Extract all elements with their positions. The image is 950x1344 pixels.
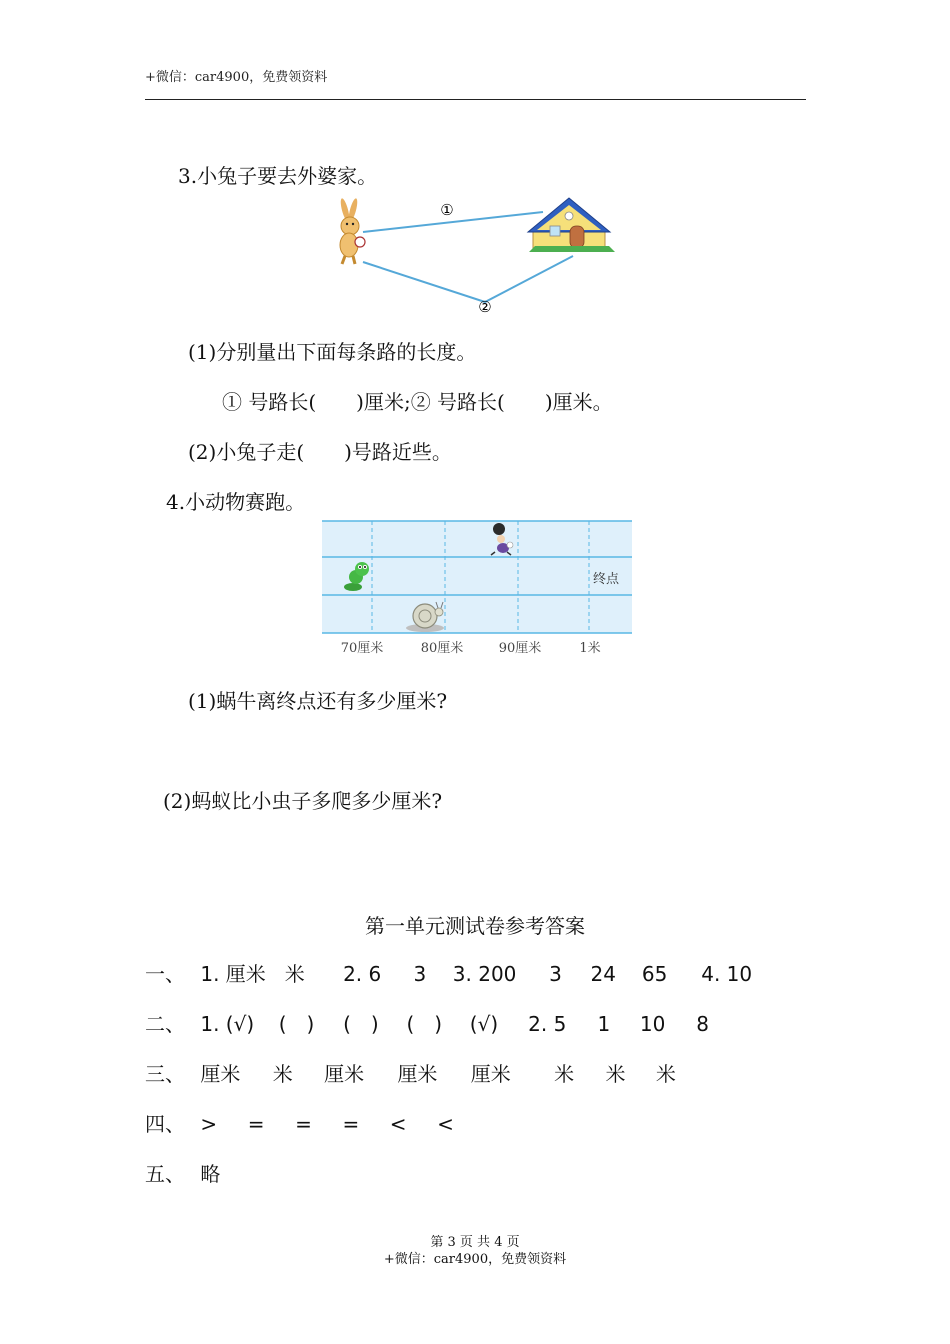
axis-label-1m: 1米 [579,641,601,656]
answers-title: 第一单元测试卷参考答案 [365,914,585,938]
q4-race-figure [315,515,640,665]
answer-row-label: 一、 [145,962,185,986]
route-1-label: ① [440,201,454,219]
footer-page-number: 第 3 页 共 4 页 [430,1235,520,1250]
answer-item: 2. 5 [528,1012,567,1036]
finish-label: 终点 [593,572,620,587]
answer-item: = [342,1112,360,1136]
answer-item: 米 [554,1062,575,1086]
answer-row-4 [145,1108,454,1137]
answer-item: = [295,1112,312,1136]
q3-route-figure [325,190,625,320]
q4-title: 4.小动物赛跑。 [166,490,306,514]
answer-item: < [437,1112,454,1136]
rabbit-icon [339,198,365,264]
answer-item: 米 [605,1062,626,1086]
answer-item: ( ) [278,1012,315,1036]
answer-row-5 [145,1158,220,1187]
answer-item: = [247,1112,265,1136]
race-track-bg [322,521,632,633]
answer-item: 略 [200,1162,221,1186]
answer-item: 1 [597,1012,611,1036]
answer-item: 10 [639,1012,666,1036]
answer-row-label: 三、 [145,1062,185,1086]
q3-sub2: (2)小兔子走( )号路近些。 [188,440,452,464]
answer-item: 米 [655,1062,676,1086]
answer-item: (√) [469,1012,499,1036]
answer-row-2 [145,1008,709,1037]
answer-item: 4. 10 [701,962,753,986]
header-rule [145,99,806,100]
answer-item: 米 [284,962,305,986]
axis-label-80: 80厘米 [420,641,464,656]
answer-item: 3 [549,962,562,986]
answer-item: 1. (√) [200,1012,255,1036]
answer-item: 厘米 [397,1062,438,1086]
q3-sub1-blanks: ① 号路长( )厘米;② 号路长( )厘米。 [222,390,613,414]
axis-label-90: 90厘米 [498,641,542,656]
answer-item: 3 [413,962,427,986]
answer-item: ( ) [343,1012,379,1036]
answer-item: > [200,1112,218,1136]
answer-item: 厘米 [470,1062,511,1086]
route-2-label: ② [478,298,492,316]
answer-row-3 [145,1058,676,1087]
answer-item: ( ) [406,1012,443,1036]
answer-row-label: 四、 [145,1112,185,1136]
answer-item: 厘米 [324,1062,365,1086]
answer-row-1 [145,958,752,987]
answer-item: 65 [641,962,668,986]
answer-item: < [389,1112,407,1136]
answer-item: 米 [272,1062,293,1086]
house-icon [528,198,615,252]
answer-item: 8 [696,1012,709,1036]
answer-item: 厘米 [200,1062,241,1086]
answer-row-label: 二、 [145,1012,185,1036]
q4-sub2: (2)蚂蚁比小虫子多爬多少厘米? [163,789,443,813]
header-note: +微信：car4900，免费领资料 [145,70,328,85]
footer-note: +微信：car4900，免费领资料 [383,1252,567,1267]
q3-title: 3.小兔子要去外婆家。 [178,164,378,188]
answer-row-label: 五、 [145,1162,185,1186]
answer-item: 24 [590,962,616,986]
q3-sub1: (1)分别量出下面每条路的长度。 [188,340,477,364]
answer-item: 3. 200 [452,962,517,986]
axis-label-70: 70厘米 [340,641,384,656]
route-2-line [363,256,573,302]
answer-item: 1. 厘米 [200,962,266,986]
q4-sub1: (1)蜗牛离终点还有多少厘米? [188,689,448,713]
answer-item: 2. 6 [343,962,382,986]
